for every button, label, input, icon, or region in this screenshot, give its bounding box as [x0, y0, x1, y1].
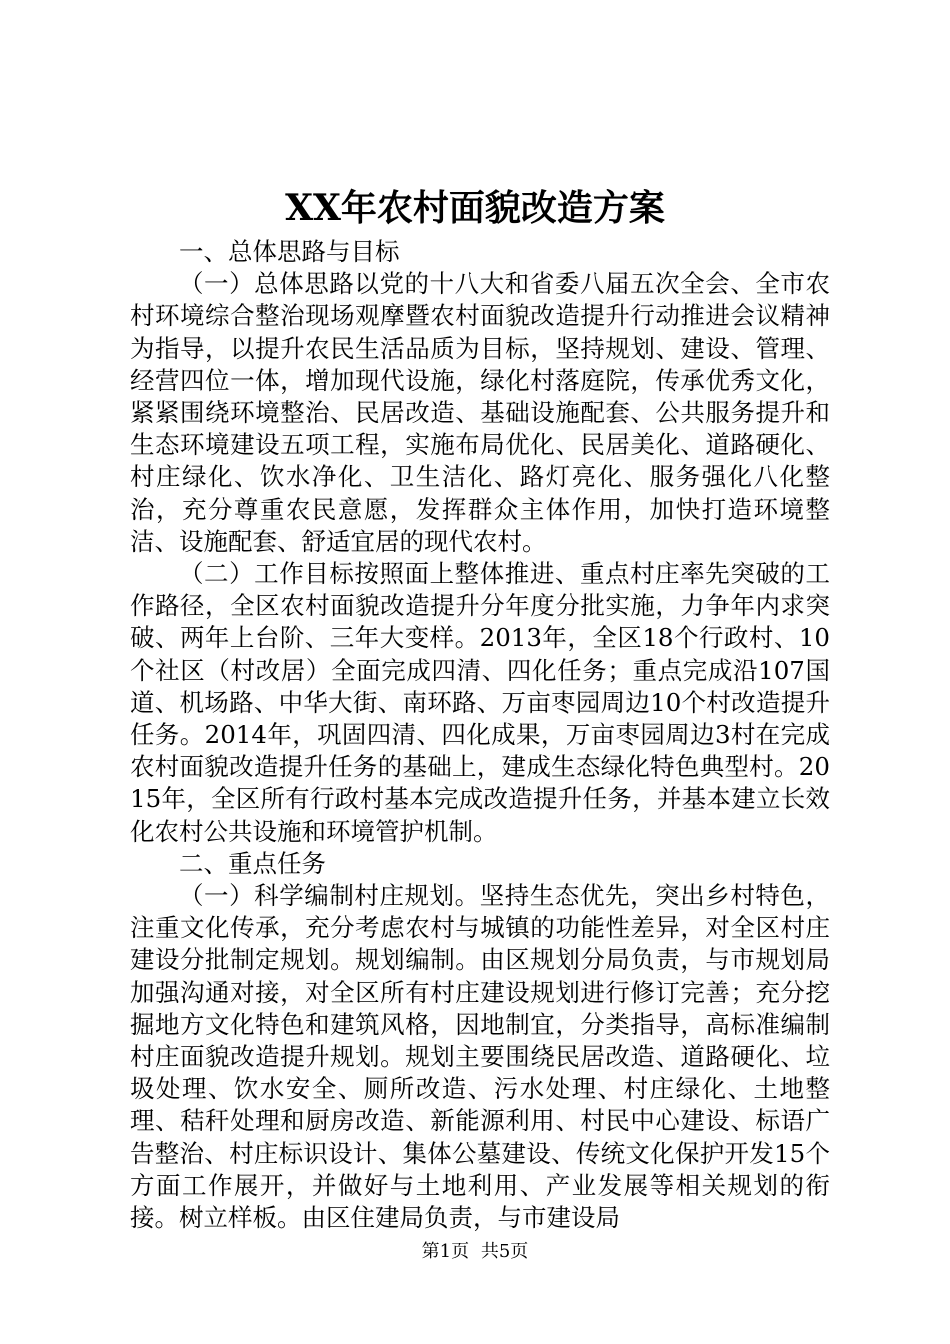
section-heading: 二、重点任务	[179, 848, 326, 878]
page-total: 共5页	[480, 1241, 529, 1262]
section-heading: 一、总体思路与目标	[179, 237, 400, 266]
page-number: 第1页	[421, 1241, 470, 1262]
document-title: XX年农村面貌改造方案	[285, 187, 665, 229]
paragraph: （二）工作目标按照面上整体推进、重点村庄率先突破的工作路径，全区农村面貌改造提升分年度分批实施，力争年内求突破、两年上台阶、三年大变样。2013年，全区18个行政村、10个社区（村改居）全面完成四清、四化任务；重点完成沿107国道、机场路、中华大街、南环路、万亩枣园周边10个村改造提升任务。2014年，巩固四清、四化成果，万亩枣园周边3村在完成农村面貌改造提升任务的基础上，建成生态绿化特色典型村。2015年，全区所有行政村基本完成改造提升任务，并基本建立长效化农村公共设施和环境管护机制。	[130, 559, 830, 846]
paragraph: （一）总体思路以党的十八大和省委八届五次全会、全市农村环境综合整治现场观摩暨农村面貌改造提升行动推进会议精神为指导，以提升农民生活品质为目标，坚持规划、建设、管理、经营四位一体，增加现代设施，绿化村落庭院，传承优秀文化，紧紧围绕环境整治、民居改造、基础设施配套、公共服务提升和生态环境建设五项工程，实施布局优化、民居美化、道路硬化、村庄绿化、饮水净化、卫生洁化、路灯亮化、服务强化八化整治，充分尊重农民意愿，发挥群众主体作用，加快打造环境整洁、设施配套、舒适宜居的现代农村。	[130, 269, 830, 556]
paragraph: （一）科学编制村庄规划。坚持生态优先，突出乡村特色，注重文化传承，充分考虑农村与城镇的功能性差异，对全区村庄建设分批制定规划。规划编制。由区规划分局负责，与市规划局加强沟通对接，对全区所有村庄建设规划进行修订完善；充分挖掘地方文化特色和建筑风格，因地制宜，分类指导，高标准编制村庄面貌改造提升规划。规划主要围绕民居改造、道路硬化、垃圾处理、饮水安全、厕所改造、污水处理、村庄绿化、土地整理、秸秆处理和厨房改造、新能源利用、村民中心建设、标语广告整治、村庄标识设计、集体公墓建设、传统文化保护开发15个方面工作展开，并做好与土地利用、产业发展等相关规划的衔接。树立样板。由区住建局负责，与市建设局	[130, 881, 830, 1233]
document-body	[130, 236, 830, 1234]
page-footer	[0, 1240, 950, 1264]
